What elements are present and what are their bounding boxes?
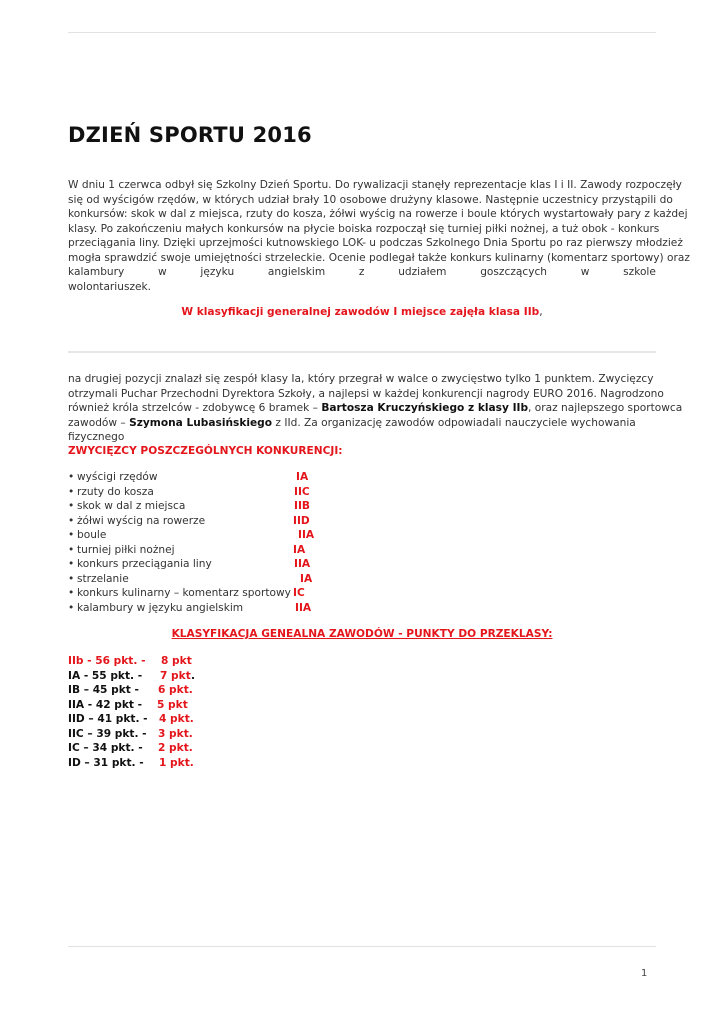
bullet-icon: •: [68, 558, 75, 570]
results-text: również króla strzelców - zdobywcę 6 bramek –: [68, 402, 322, 414]
winners-heading: ZWYCIĘZCY POSZCZEGÓLNYCH KONKURENCJI:: [68, 445, 343, 457]
page-number: 1: [641, 968, 648, 979]
bullet-icon: •: [68, 529, 75, 541]
intro-justified-line: [68, 265, 656, 280]
intro-word: goszczących: [480, 266, 547, 278]
intro-line: mogła sprawdzić swoje umiejętności strzeleckie. Ocenie podlegał także konkurs kulinarny (komentarz sportowy) oraz: [68, 251, 690, 264]
intro-word: w: [157, 266, 167, 278]
bullet-icon: •: [68, 601, 75, 614]
competition-name: turniej piłki nożnej: [77, 543, 175, 556]
bullet-icon: •: [68, 514, 75, 527]
intro-line: wolontariuszek.: [68, 280, 152, 293]
score-class-points: IID – 41 pkt. -: [68, 713, 148, 725]
section-divider: [68, 351, 656, 353]
winner-class: IA: [296, 471, 309, 483]
results-line: na drugiej pozycji znalazł się zespół klasy Ia, który przegrał w walce o zwycięstwo tylko 1 punktem. Zwycięzcy: [68, 373, 654, 385]
score-transfer-points: 8 pkt: [161, 655, 192, 667]
bullet-icon: •: [68, 587, 75, 599]
top-scorer-name: Bartosza Kruczyńskiego z klasy IIb: [321, 402, 529, 414]
competition-name: skok w dal z miejsca: [77, 500, 186, 512]
winner-class: IIA: [294, 558, 311, 570]
intro-line: przeciągania liny. Dzięki uprzejmości kutnowskiego LOK- u podczas Szkolnego Dnia Sportu po raz pierwszy młodzież: [68, 237, 683, 249]
score-class-points: IB – 45 pkt -: [68, 684, 139, 696]
winner-class: IIA: [298, 529, 315, 541]
competition-name: rzuty do kosza: [77, 485, 154, 498]
competition-name: konkurs przeciągania liny: [77, 558, 212, 570]
competition-name: strzelanie: [77, 572, 129, 585]
intro-line: się od wyścigów rzędów, w których udział brały 10 osobowe drużyny klasowe. Następnie uczestnicy przystąpili do: [68, 193, 673, 206]
winner-class: IA: [300, 572, 313, 585]
results-line: otrzymali Puchar Przechodni Dyrektora Szkoły, a najlepsi w każdej konkurencji nagrody EURO 2016. Nagrodzono: [68, 387, 664, 400]
score-class-points: ID – 31 pkt. -: [68, 756, 144, 769]
intro-paragraph: [68, 178, 690, 294]
score-class-points: IIA - 42 pkt -: [68, 698, 143, 711]
score-suffix: .: [191, 669, 196, 682]
competition-name: boule: [77, 529, 107, 541]
classification-heading: KLASYFIKACJA GENEALNA ZAWODÓW - PUNKTY DO PRZEKLASY:: [171, 628, 553, 640]
intro-word: udziałem: [398, 266, 447, 278]
winner-class: IIB: [294, 500, 310, 512]
score-transfer-points: 4 pkt.: [159, 713, 194, 725]
score-transfer-points: 2 pkt.: [158, 742, 193, 754]
results-line: fizycznego: [68, 431, 125, 443]
general-result: [68, 305, 656, 320]
results-text: , oraz najlepszego sportowca: [528, 402, 683, 414]
intro-word: języku: [200, 266, 235, 278]
bullet-icon: •: [68, 500, 75, 512]
bullet-icon: •: [68, 471, 75, 483]
results-text: zawodów –: [68, 416, 130, 429]
competition-name: żółwi wyścig na rowerze: [77, 514, 206, 527]
score-class-points: IC – 34 pkt. -: [68, 742, 143, 754]
intro-line: konkursów: skok w dal z miejsca, rzuty do kosza, żółwi wyścig na rowerze i boule których wystartowały pary z każdej: [68, 208, 688, 220]
score-transfer-points: 5 pkt: [157, 698, 188, 711]
results-line: [68, 401, 683, 416]
winner-class: IIC: [294, 485, 310, 498]
score-class-points: IIb - 56 pkt. -: [68, 655, 146, 667]
bullet-icon: •: [68, 572, 75, 585]
intro-word: z: [358, 266, 365, 278]
intro-word: w: [580, 266, 590, 278]
intro-word: angielskim: [267, 266, 326, 278]
score-transfer-points: 7 pkt: [160, 669, 191, 682]
results-paragraph: [68, 372, 683, 445]
competition-name: konkurs kulinarny – komentarz sportowy: [77, 587, 291, 599]
header-rule: [68, 32, 656, 33]
score-class-points: IIC – 39 pkt. -: [68, 727, 147, 740]
score-transfer-points: 6 pkt.: [158, 684, 193, 696]
footer-rule: [68, 946, 656, 947]
intro-line: klasy. Po zakończeniu małych konkursów na płycie boiska rozpoczął się turniej piłki nożnej, a tuż obok - konkurs: [68, 222, 660, 235]
winner-class: IIA: [295, 601, 312, 614]
score-class-points: IA - 55 pkt. -: [68, 669, 143, 682]
score-transfer-points: 1 pkt.: [159, 756, 194, 769]
score-transfer-points: 3 pkt.: [158, 727, 193, 740]
general-result-text: W klasyfikacji generalnej zawodów I miejsce zajęła klasa IIb: [181, 306, 540, 318]
intro-line: W dniu 1 czerwca odbył się Szkolny Dzień Sportu. Do rywalizacji stanęły reprezentacje klas I i II. Zawody rozpoczęły: [68, 179, 682, 191]
results-text: z IId. Za organizację zawodów odpowiadali nauczyciele wychowania: [272, 416, 636, 429]
competition-name: kalambury w języku angielskim: [77, 601, 244, 614]
results-line: [68, 416, 656, 431]
bullet-icon: •: [68, 485, 75, 498]
general-result-suffix: ,: [539, 306, 543, 318]
page-title: DZIEŃ SPORTU 2016: [68, 123, 312, 147]
winner-class: IID: [293, 514, 310, 527]
intro-word: szkole: [623, 266, 656, 278]
winner-class: IA: [293, 543, 306, 556]
intro-word: kalambury: [68, 266, 125, 278]
bullet-icon: •: [68, 543, 75, 556]
competition-name: wyścigi rzędów: [77, 471, 158, 483]
best-athlete-name: Szymona Lubasińskiego: [129, 416, 273, 429]
winner-class: IC: [293, 587, 305, 599]
